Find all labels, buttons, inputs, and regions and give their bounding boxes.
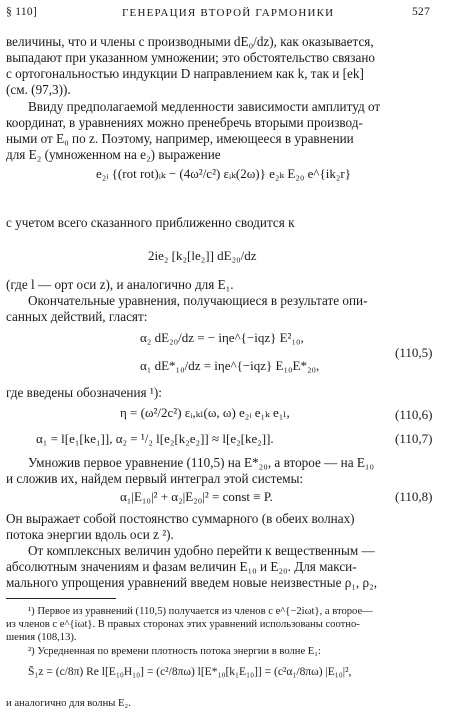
equation-110-5-b: α₁ dE*₁₀/dz = iηe^{−iqz} E₁₀E*₂₀, bbox=[140, 358, 320, 373]
text-line: Окончательные уравнения, получающиеся в результате опи- bbox=[28, 293, 368, 308]
equation-number: (110,5) bbox=[395, 345, 433, 360]
equation-110-5-a: α₂ dE₂₀/dz = − iηe^{−iqz} E²₁₀, bbox=[140, 330, 304, 345]
footnote-line: шения (108,13). bbox=[6, 632, 77, 643]
text-line: с учетом всего сказанного приближенно сводится к bbox=[6, 215, 295, 230]
text-line: выпадают при указанном умножении; это обстоятельство связано bbox=[6, 50, 375, 65]
text-line: потока энергии вдоль оси z ²). bbox=[6, 527, 174, 542]
footnote-equation: S̄₁z = (c/8π) Re l[E₁₀H₁₀] = (c²/8πω) l[E*₁₀[k₁E₁₀]] = (c²α₁/8πω) |E₁₀|², bbox=[28, 666, 352, 678]
running-title: ГЕНЕРАЦИЯ ВТОРОЙ ГАРМОНИКИ bbox=[122, 7, 335, 19]
text-line: ными от E₀ по z. Поэтому, например, имеющееся в уравнении bbox=[6, 131, 354, 146]
text-line: величины, что и члены с производными dE₀/dz), как оказывается, bbox=[6, 34, 374, 49]
equation-110-6: η = (ω²/2c²) εᵢ,ₖₗ(ω, ω) e₂ᵢ e₁ₖ e₁ₗ, bbox=[120, 405, 290, 420]
page-number: 527 bbox=[412, 6, 431, 18]
text-line: (см. (97,3)). bbox=[6, 82, 71, 97]
text-line: санных действий, гласят: bbox=[6, 309, 148, 324]
footnote-line: ¹) Первое из уравнений (110,5) получается из членов с e^{−2iωt}, а второе— bbox=[28, 606, 373, 617]
equation-number: (110,6) bbox=[395, 407, 433, 422]
text-line: и сложив их, найдем первый интеграл этой системы: bbox=[6, 471, 304, 486]
equation-number: (110,7) bbox=[395, 431, 433, 446]
footnote-line: из членов с e^{iωt}. В правых сторонах этих уравнений использованы соотно- bbox=[6, 619, 360, 630]
equation-rot-rot: e₂ᵢ {(rot rot)ᵢₖ − (4ω²/c²) εᵢₖ(2ω)} e₂ₖ E₂₀ e^{ik₂r} bbox=[96, 166, 351, 181]
text-line: координат, в уравнениях можно пренебречь вторыми производ- bbox=[6, 115, 363, 130]
text-line: для E₂ (умноженном на e₂) выражение bbox=[6, 147, 221, 162]
footnote-line: и аналогично для волны E₂. bbox=[6, 698, 131, 709]
text-line: абсолютным значениям и фазам величин E₁₀ и E₂₀. Для макси- bbox=[6, 559, 357, 574]
equation-reduced: 2ie₂ [k₂[le₂]] dE₂₀/dz bbox=[148, 248, 257, 263]
text-line: Он выражает собой постоянство суммарного (в обеих волнах) bbox=[6, 511, 355, 526]
equation-110-8: α₁|E₁₀|² + α₂|E₂₀|² = const ≡ P. bbox=[120, 489, 273, 504]
footnote-line: ²) Усредненная по времени плотность потока энергии в волне E₁: bbox=[28, 646, 321, 657]
text-line: (где l — орт оси z), и аналогично для E₁. bbox=[6, 277, 234, 292]
text-line: где введены обозначения ¹): bbox=[6, 385, 162, 400]
text-line: Ввиду предполагаемой медленности зависимости амплитуд от bbox=[28, 99, 381, 114]
text-line: Умножив первое уравнение (110,5) на E*₂₀, а второе — на E₁₀ bbox=[28, 455, 375, 470]
text-line: мального упрощения уравнений введем новые неизвестные ρ₁, ρ₂, bbox=[6, 575, 378, 590]
text-line: с ортогональностью индукции D направлением как k, так и [ek] bbox=[6, 66, 364, 81]
footnote-separator bbox=[6, 598, 116, 599]
section-ref: § 110] bbox=[6, 6, 38, 18]
equation-110-7: α₁ = l[e₁[ke₁]], α₂ = ¹/₂ l[e₂[k₂e₂]] ≈ l[e₂[ke₂]]. bbox=[36, 431, 274, 446]
text-line: От комплексных величин удобно перейти к вещественным — bbox=[28, 543, 375, 558]
equation-number: (110,8) bbox=[395, 489, 433, 504]
